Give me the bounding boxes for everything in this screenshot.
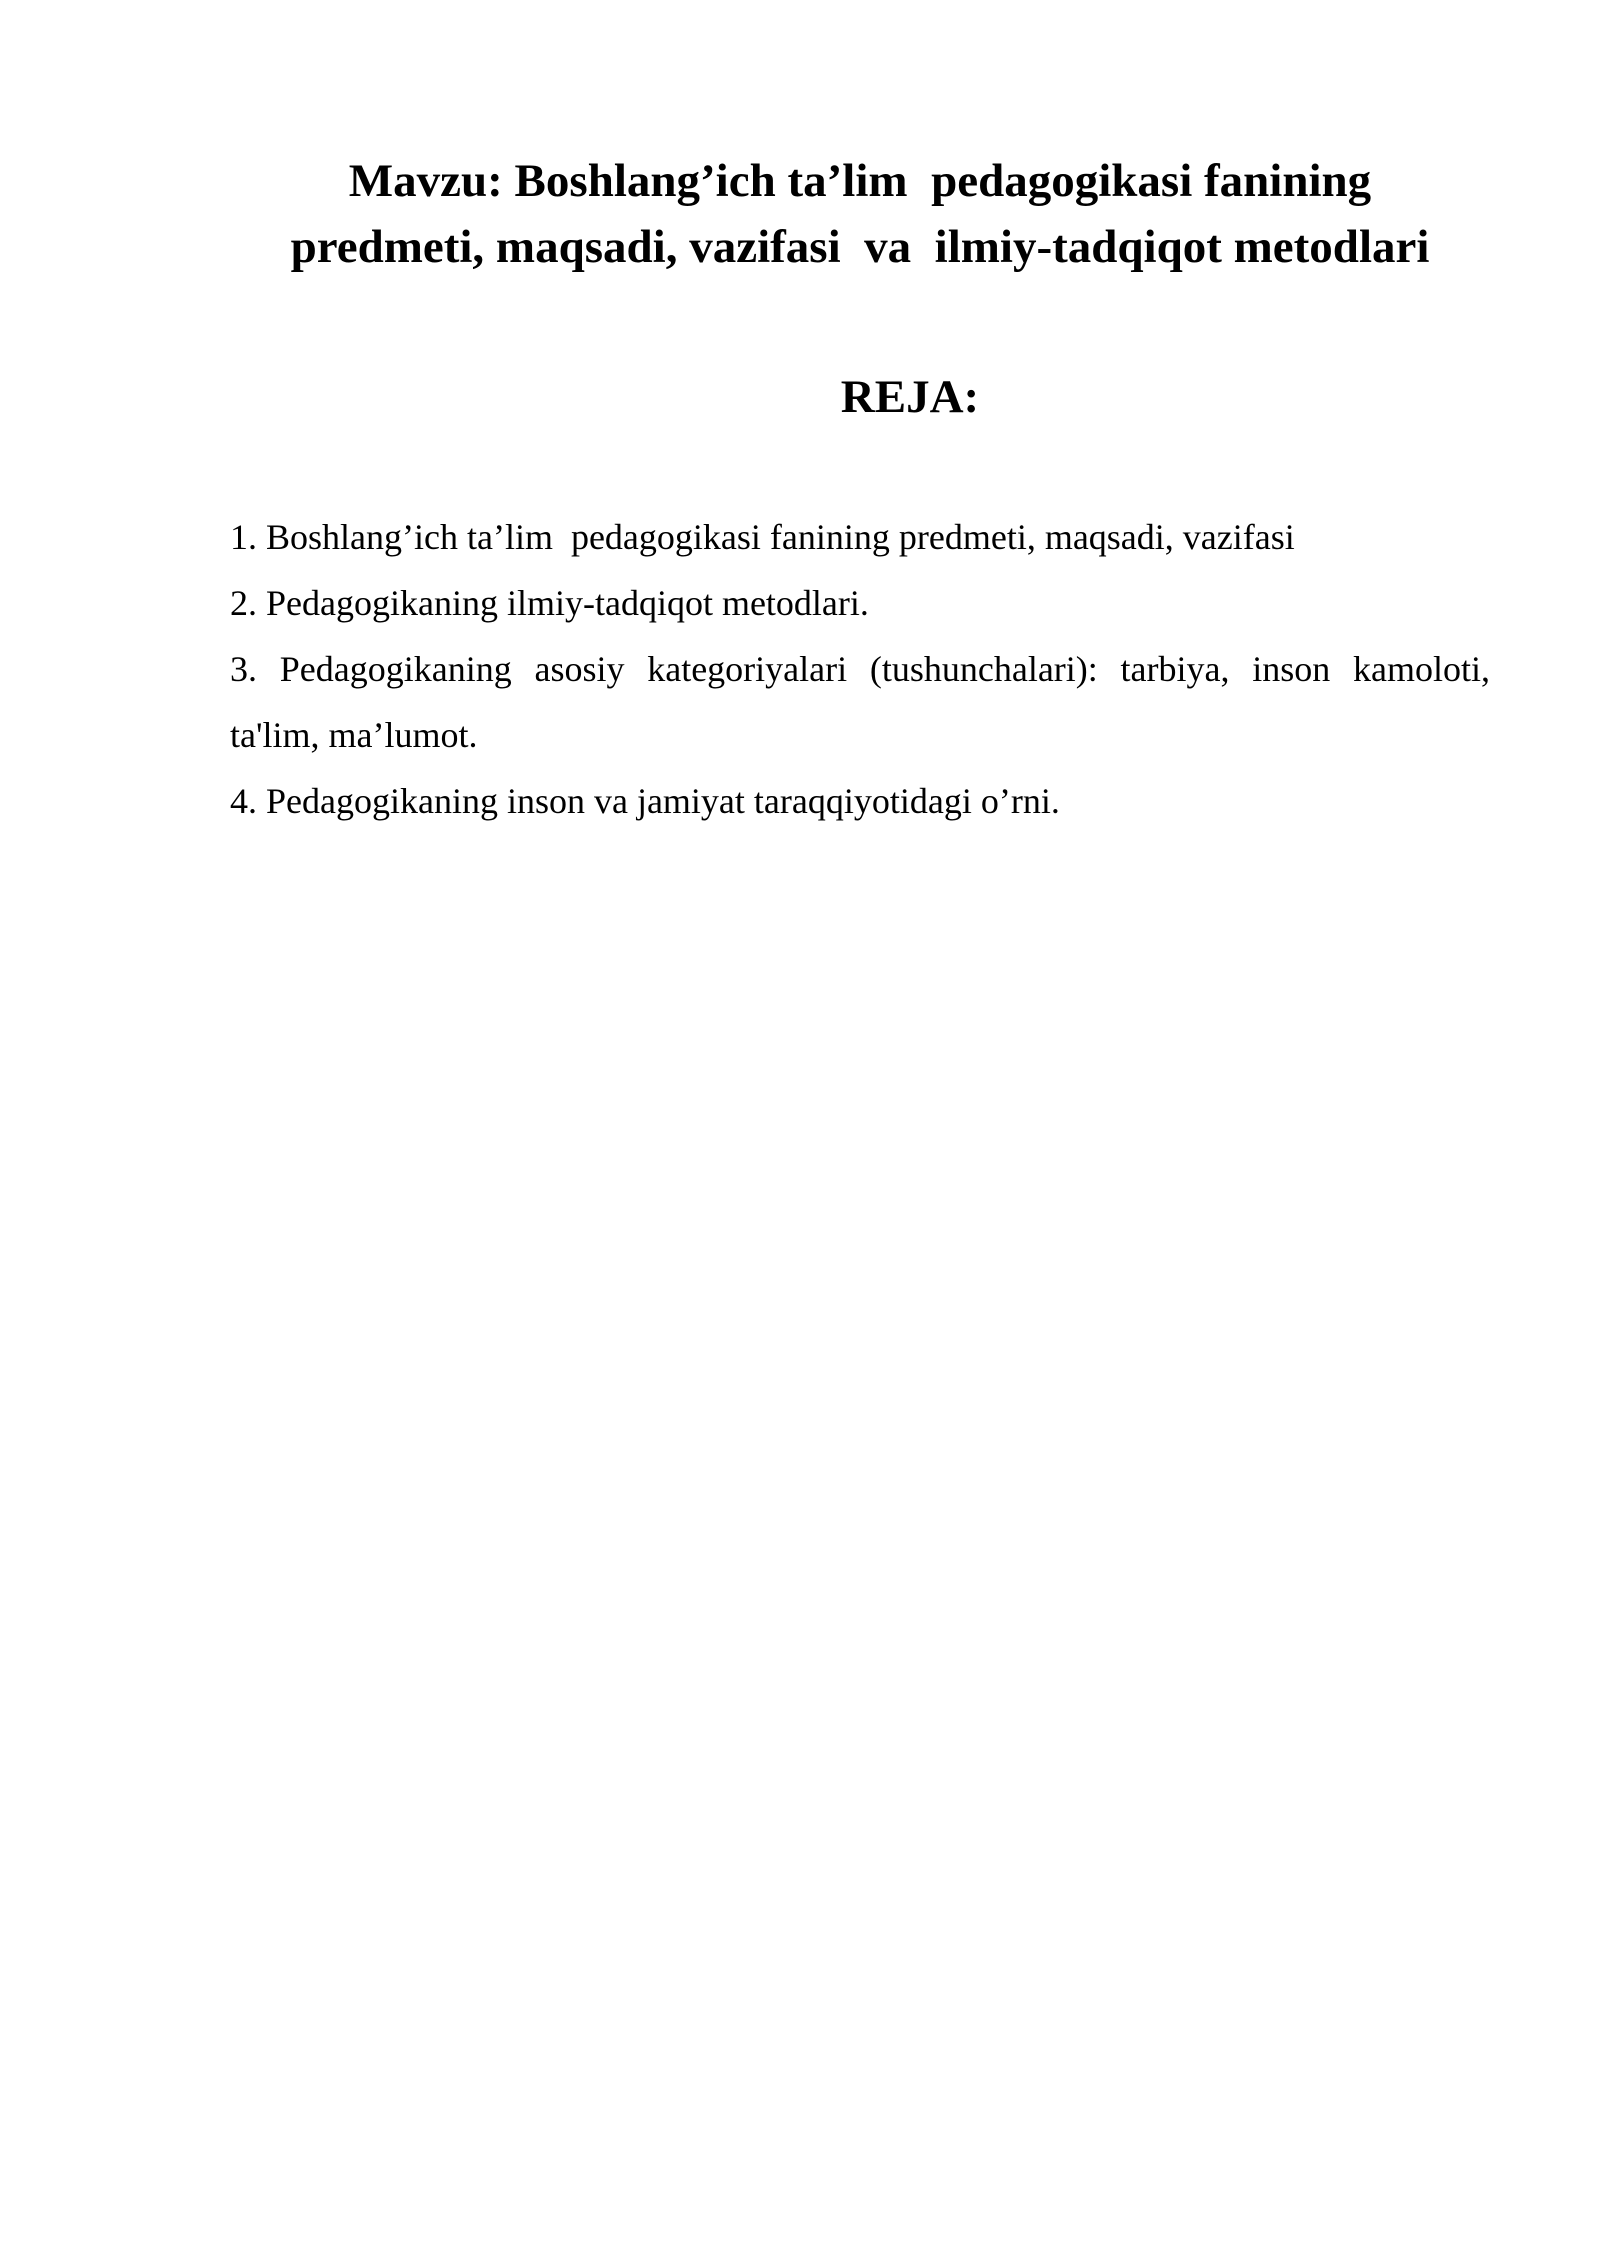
plan-item-2: 2. Pedagogikaning ilmiy-tadqiqot metodlari. — [230, 583, 869, 623]
document-title-line-1: Mavzu: Boshlang’ich ta’lim pedagogikasi fanining — [348, 155, 1372, 207]
plan-list — [230, 504, 1490, 834]
plan-item-3-line-1: 3. Pedagogikaning asosiy kategoriyalari (tushunchalari): tarbiya, inson kamoloti, — [230, 649, 1490, 689]
document-title-line-2: predmeti, maqsadi, vazifasi va ilmiy-tadqiqot metodlari — [290, 221, 1430, 273]
plan-item-3 — [230, 636, 1490, 768]
plan-item-4: 4. Pedagogikaning inson va jamiyat taraqqiyotidagi o’rni. — [230, 781, 1060, 821]
document-title — [230, 148, 1490, 280]
plan-item-1: 1. Boshlang’ich ta’lim pedagogikasi fanining predmeti, maqsadi, vazifasi — [230, 517, 1295, 557]
plan-heading: REJA: — [840, 371, 980, 423]
plan-item-3-line-2: ta'lim, ma’lumot. — [230, 715, 478, 755]
